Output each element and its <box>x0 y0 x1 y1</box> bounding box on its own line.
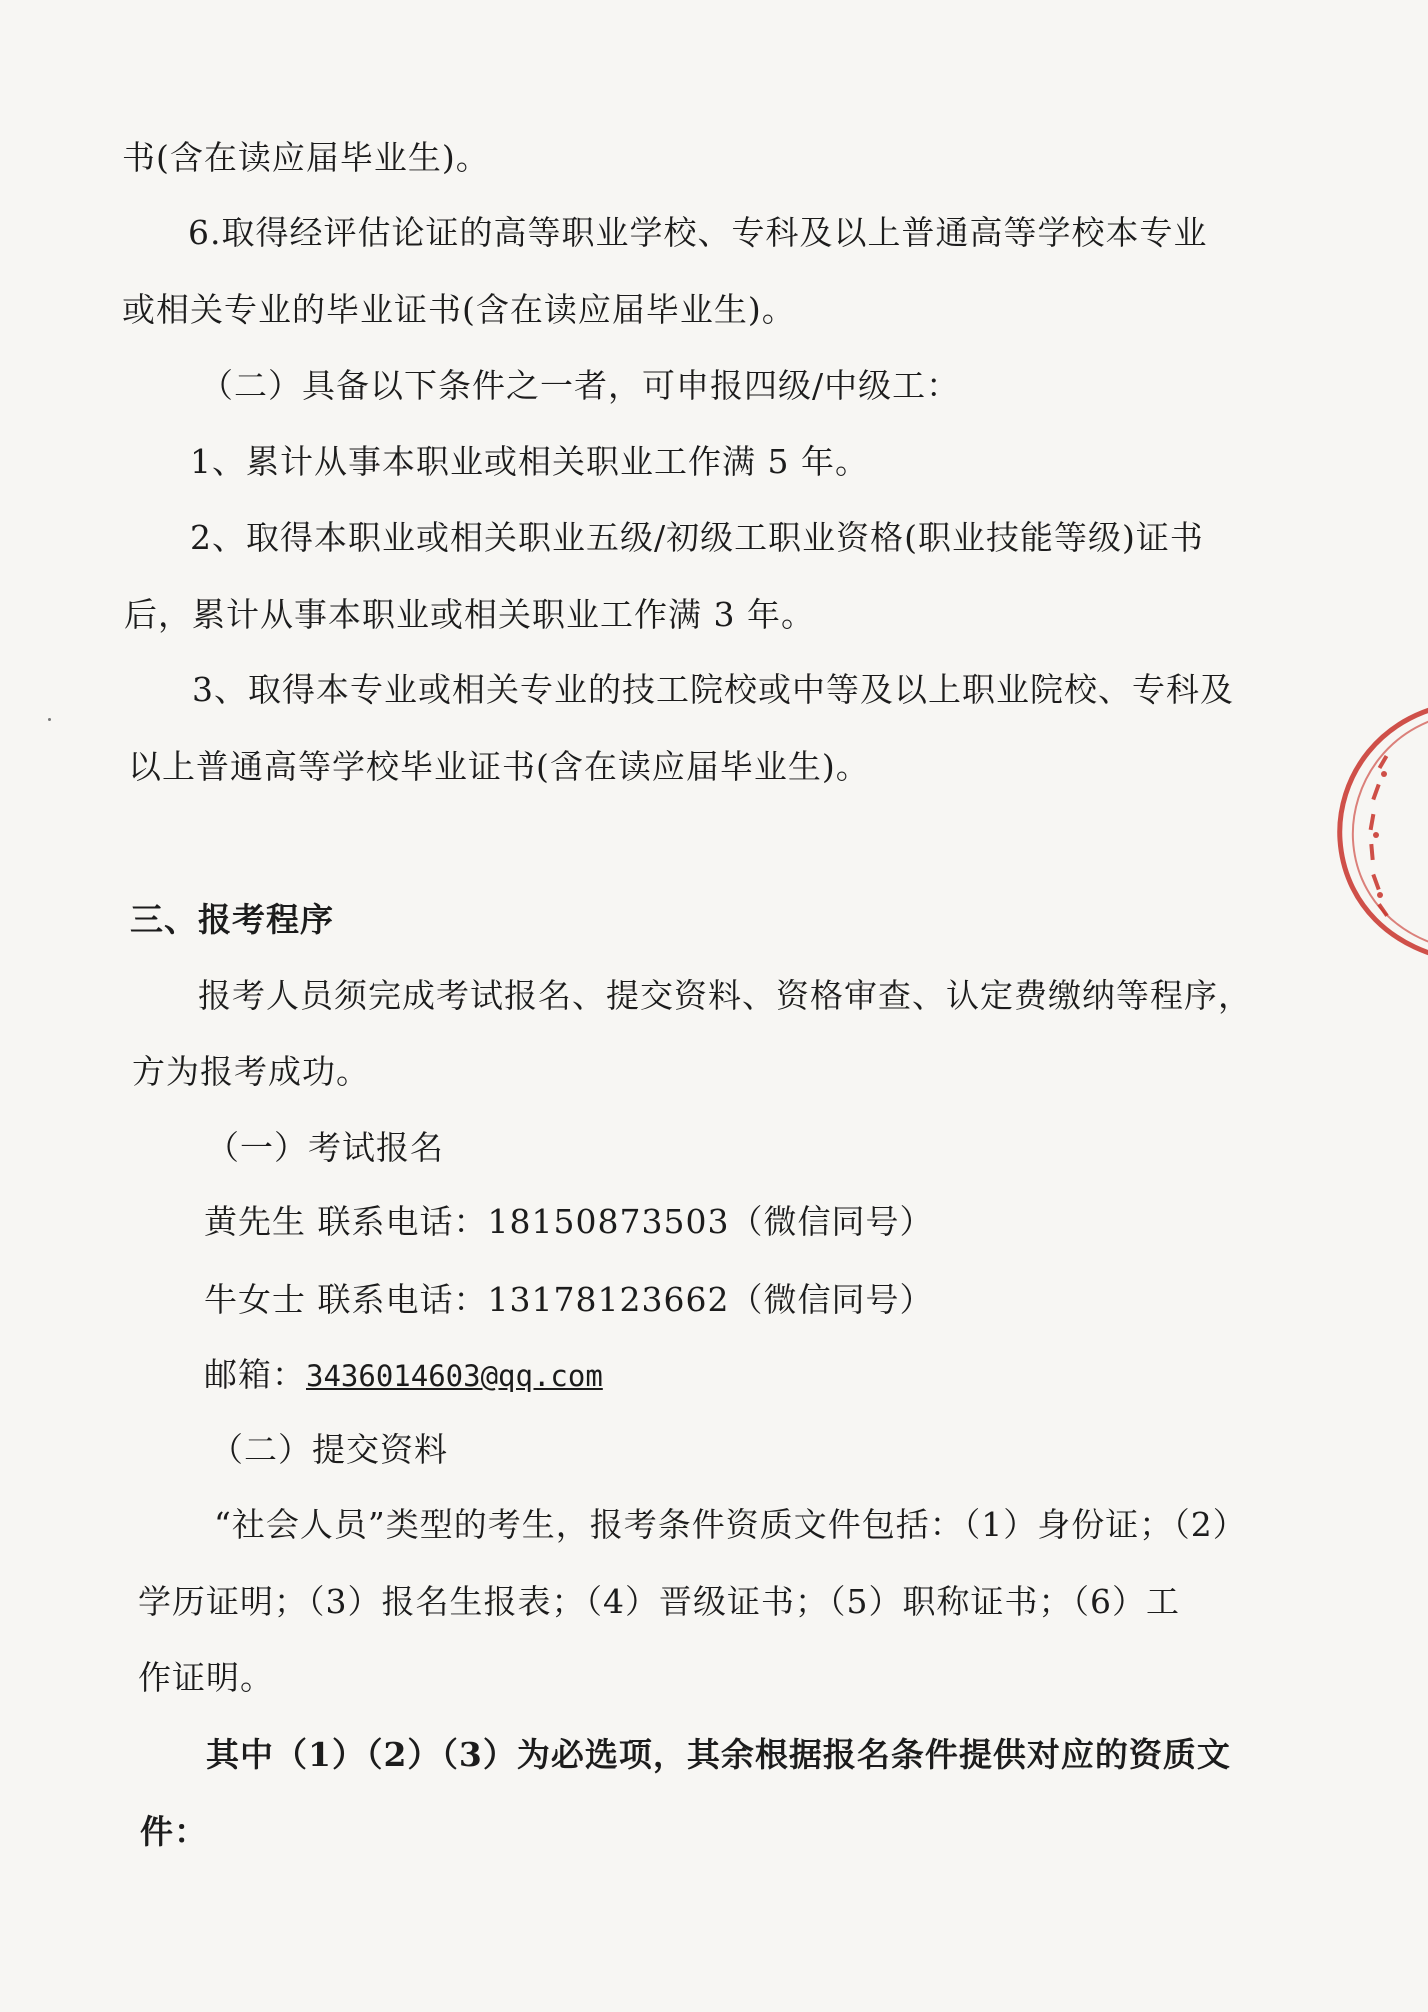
text-line: 3、取得本专业或相关专业的技工院校或中等及以上职业院校、专科及 <box>192 670 1234 709</box>
scan-speck <box>48 718 51 721</box>
contact-line: 黄先生 联系电话：18150873503（微信同号） <box>204 1202 934 1241</box>
text-line: （二）具备以下条件之一者，可申报四级/中级工： <box>200 366 961 405</box>
text-line: 后，累计从事本职业或相关职业工作满 3 年。 <box>124 595 815 634</box>
email-line <box>204 1355 603 1396</box>
seal-stamp <box>1318 690 1428 970</box>
email-link[interactable]: 3436014603@qq.com <box>306 1359 603 1393</box>
subsection-heading: （二）提交资料 <box>210 1430 448 1469</box>
text-line: 书(含在读应届毕业生)。 <box>122 138 490 177</box>
email-label: 邮箱： <box>204 1355 306 1394</box>
text-line: 2、取得本职业或相关职业五级/初级工职业资格(职业技能等级)证书 <box>190 518 1204 557</box>
text-line: 1、累计从事本职业或相关职业工作满 5 年。 <box>190 442 869 481</box>
text-line: 学历证明；（3）报名生报表；（4）晋级证书；（5）职称证书；（6）工 <box>138 1582 1180 1621</box>
text-line: 或相关专业的毕业证书(含在读应届毕业生)。 <box>122 290 796 329</box>
emphasis-line: 其中（1）（2）（3）为必选项，其余根据报名条件提供对应的资质文 <box>206 1735 1231 1774</box>
text-line: 方为报考成功。 <box>132 1052 370 1091</box>
text-line: 6.取得经评估论证的高等职业学校、专科及以上普通高等学校本专业 <box>188 213 1208 252</box>
text-line: 报考人员须完成考试报名、提交资料、资格审查、认定费缴纳等程序， <box>198 976 1252 1015</box>
text-line: “社会人员”类型的考生，报考条件资质文件包括：（1）身份证；（2） <box>214 1505 1247 1544</box>
text-line: 作证明。 <box>138 1658 274 1697</box>
text-line: 以上普通高等学校毕业证书(含在读应届毕业生)。 <box>128 747 870 786</box>
subsection-heading: （一）考试报名 <box>206 1128 444 1167</box>
contact-line: 牛女士 联系电话：13178123662（微信同号） <box>204 1280 934 1319</box>
emphasis-line: 件： <box>140 1812 208 1851</box>
section-heading: 三、报考程序 <box>130 900 334 939</box>
